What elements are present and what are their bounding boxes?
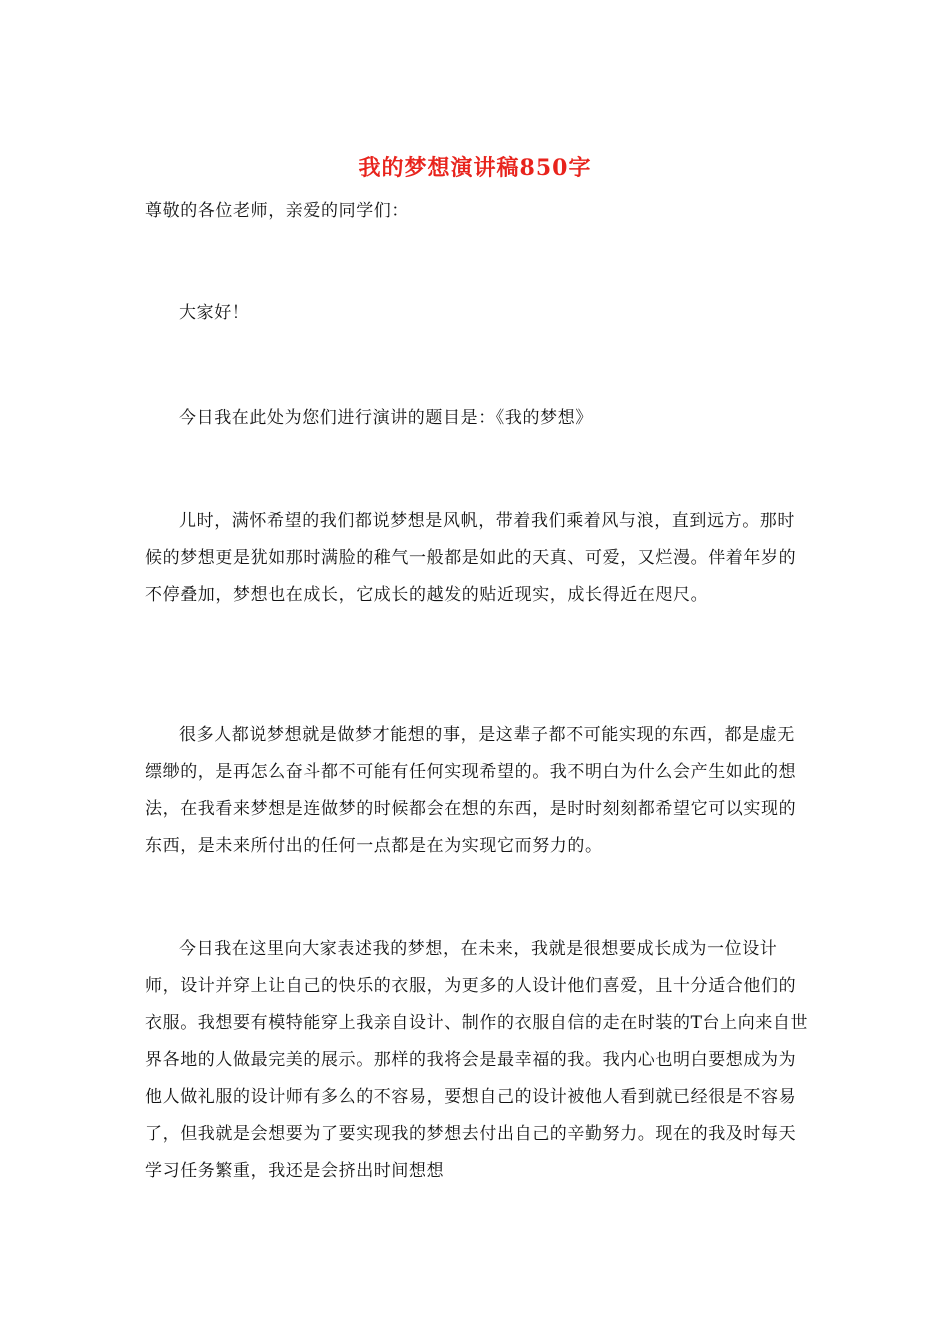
paragraph-dream: 今日我在这里向大家表述我的梦想，在未来，我就是很想要成长成为一位设计师，设计并穿上让自己的快乐的衣服，为更多的人设计他们喜爱，且十分适合他们的衣服。我想要有模特能穿上我亲自设计、制作的衣服自信的走在时装的T台上向来自世界各地的人做最完美的展示。那样的我将会是最幸福的我。我内心也明白要想成为为他人做礼服的设计师有多么的不容易，要想自己的设计被他人看到就已经很是不容易了，但我就是会想要为了要实现我的梦想去付出自己的辛勤努力。现在的我及时每天学习任务繁重，我还是会挤出时间想想 (145, 939, 809, 1181)
document-title: 我的梦想演讲稿850字 (358, 155, 592, 181)
paragraph-opinion: 很多人都说梦想就是做梦才能想的事，是这辈子都不可能实现的东西，都是虚无缥缈的，是再怎么奋斗都不可能有任何实现希望的。我不明白为什么会产生如此的想法，在我看来梦想是连做梦的时候都会在想的东西，是时时刻刻都希望它可以实现的东西，是未来所付出的任何一点都是在为实现它而努力的。 (145, 725, 797, 856)
paragraph-topic: 今日我在此处为您们进行演讲的题目是：《我的梦想》 (179, 408, 593, 428)
paragraph-childhood: 儿时，满怀希望的我们都说梦想是风帆，带着我们乘着风与浪，直到远方。那时候的梦想更是犹如那时满脸的稚气一般都是如此的天真、可爱，又烂漫。伴着年岁的不停叠加，梦想也在成长，它成长的越发的贴近现实，成长得近在咫尺。 (145, 511, 797, 605)
salutation: 尊敬的各位老师，亲爱的同学们： (145, 201, 409, 221)
paragraph-greeting: 大家好！ (179, 303, 250, 323)
